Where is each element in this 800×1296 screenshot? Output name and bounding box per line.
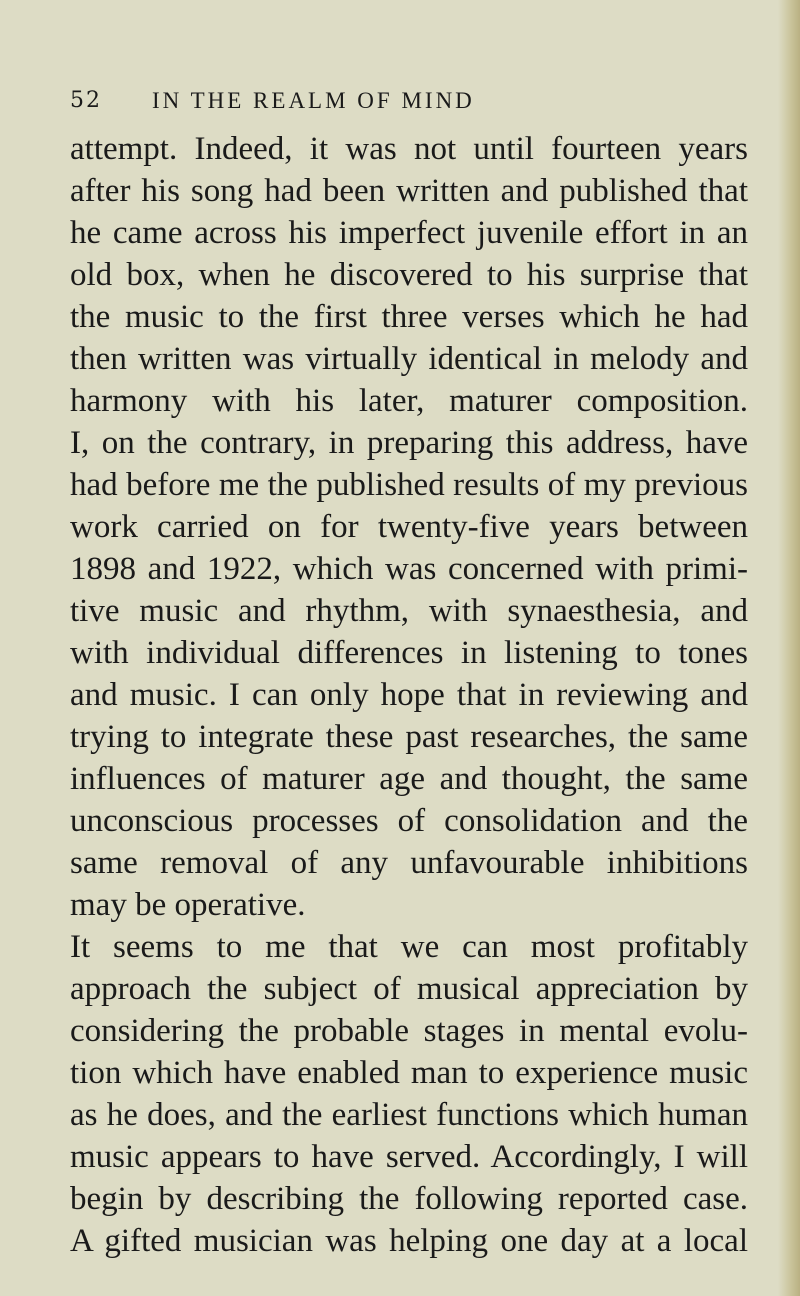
text-line: influences of maturer age and thought, the same bbox=[70, 761, 748, 797]
text-line: considering the probable stages in mental evolu- bbox=[70, 1013, 748, 1049]
text-line: the music to the first three verses which he had bbox=[70, 299, 748, 335]
text-line: It seems to me that we can most profitably bbox=[70, 929, 748, 965]
page-header bbox=[70, 88, 710, 122]
text-line: same removal of any unfavourable inhibitions bbox=[70, 845, 748, 881]
text-line: and music. I can only hope that in reviewing and bbox=[70, 677, 748, 713]
text-line: I, on the contrary, in preparing this address, have bbox=[70, 425, 748, 461]
text-line: he came across his imperfect juvenile effort in an bbox=[70, 215, 748, 251]
page-edge-shading bbox=[778, 0, 800, 1296]
text-line: then written was virtually identical in melody and bbox=[70, 341, 748, 377]
text-line: may be operative. bbox=[70, 887, 306, 923]
text-line: work carried on for twenty-five years between bbox=[70, 509, 748, 545]
text-line: as he does, and the earliest functions which human bbox=[70, 1097, 748, 1133]
text-line: after his song had been written and published that bbox=[70, 173, 748, 209]
text-line: begin by describing the following reported case. bbox=[70, 1181, 748, 1217]
text-line: harmony with his later, maturer composition. bbox=[70, 383, 748, 419]
body-text bbox=[70, 128, 748, 1262]
text-line: tive music and rhythm, with synaesthesia, and bbox=[70, 593, 748, 629]
text-line: trying to integrate these past researches, the same bbox=[70, 719, 748, 755]
page-number: 52 bbox=[70, 88, 102, 113]
text-line: tion which have enabled man to experience music bbox=[70, 1055, 748, 1091]
text-line: music appears to have served. Accordingly, I will bbox=[70, 1139, 748, 1175]
text-line: approach the subject of musical appreciation by bbox=[70, 971, 748, 1007]
text-line: 1898 and 1922, which was concerned with primi- bbox=[70, 551, 748, 587]
text-line: unconscious processes of consolidation and the bbox=[70, 803, 748, 839]
text-line: attempt. Indeed, it was not until fourteen years bbox=[70, 131, 748, 167]
text-line: A gifted musician was helping one day at a local bbox=[70, 1223, 748, 1259]
text-line: with individual differences in listening to tones bbox=[70, 635, 748, 671]
text-line: old box, when he discovered to his surprise that bbox=[70, 257, 748, 293]
running-title: IN THE REALM OF MIND bbox=[152, 88, 475, 113]
text-line: had before me the published results of my previous bbox=[70, 467, 748, 503]
